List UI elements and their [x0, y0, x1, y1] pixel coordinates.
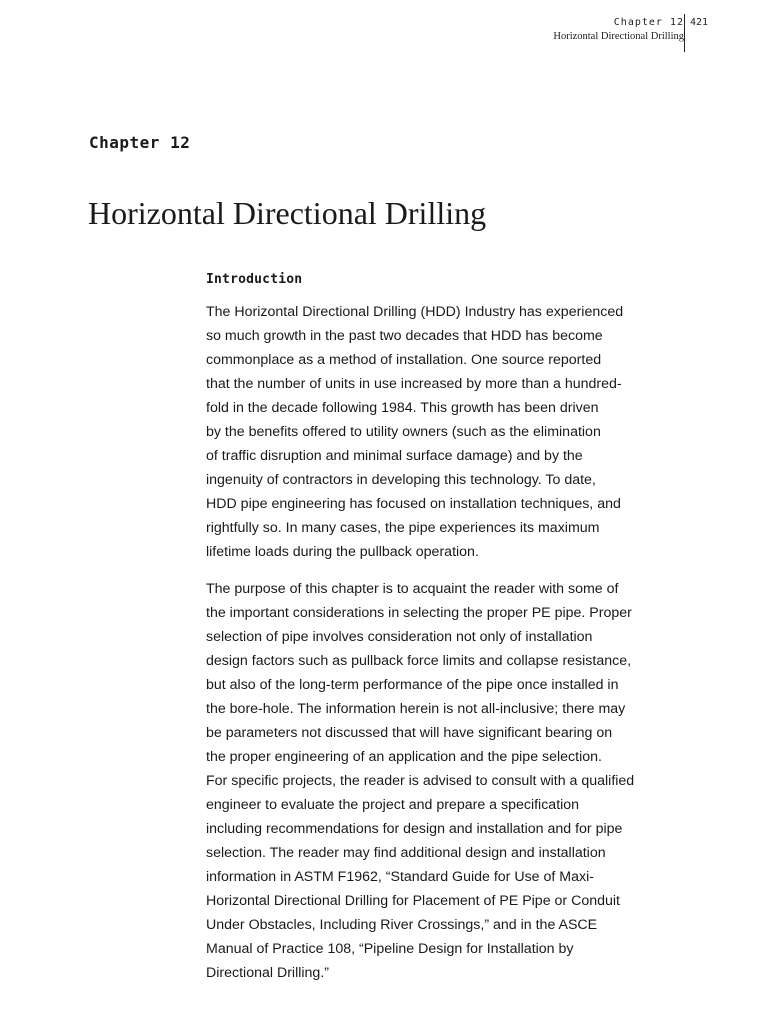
chapter-title: Horizontal Directional Drilling — [88, 195, 487, 231]
page-number: 421 — [690, 17, 709, 28]
header-chapter: Chapter 12 — [613, 17, 684, 28]
section-heading: Introduction — [206, 272, 303, 287]
chapter-label: Chapter 12 — [89, 133, 191, 152]
paragraph: The Horizontal Directional Drilling (HDD) Industry has experienced so much growth in the past two decades that HDD has become commonplace as a method of installation. One source reported that the number of units in use increased by more than a hundred- fold in the decade following 1984. This growth has been driven by the benefits offered to utility owners (such as the elimination of traffic disruption and minimal surface damage) and by the ingenuity of contractors in developing this technology. To date, HDD pipe engineering has focused on installation techniques, and rightfully so. In many cases, the pipe experiences its maximum lifetime loads during the pullback operation. — [206, 304, 624, 560]
section-introduction — [206, 270, 682, 998]
header-title: Horizontal Directional Drilling — [553, 31, 684, 42]
header-divider — [684, 14, 685, 52]
running-header — [553, 16, 684, 44]
paragraph: The purpose of this chapter is to acquaint the reader with some of the important considerations in selecting the proper PE pipe. Proper selection of pipe involves consideration not only of installation design factors such as pullback force limits and collapse resistance, but also of the long-term performance of the pipe once installed in the bore-hole. The information herein is not all-inclusive; there may be parameters not discussed that will have significant bearing on the proper engineering of an application and the pipe selection. For specific projects, the reader is advised to consult with a qualified engineer to evaluate the project and prepare a specification including recommendations for design and installation and for pipe selection. The reader may find additional design and installation information in ASTM F1962, “Standard Guide for Use of Maxi- Horizontal Directional Drilling for Placement of PE Pipe or Conduit Under Obstacles, Including River Crossings,” and in the ASCE Manual of Practice 108, “Pipeline Design for Installation by Directional Drilling.” — [206, 581, 635, 981]
